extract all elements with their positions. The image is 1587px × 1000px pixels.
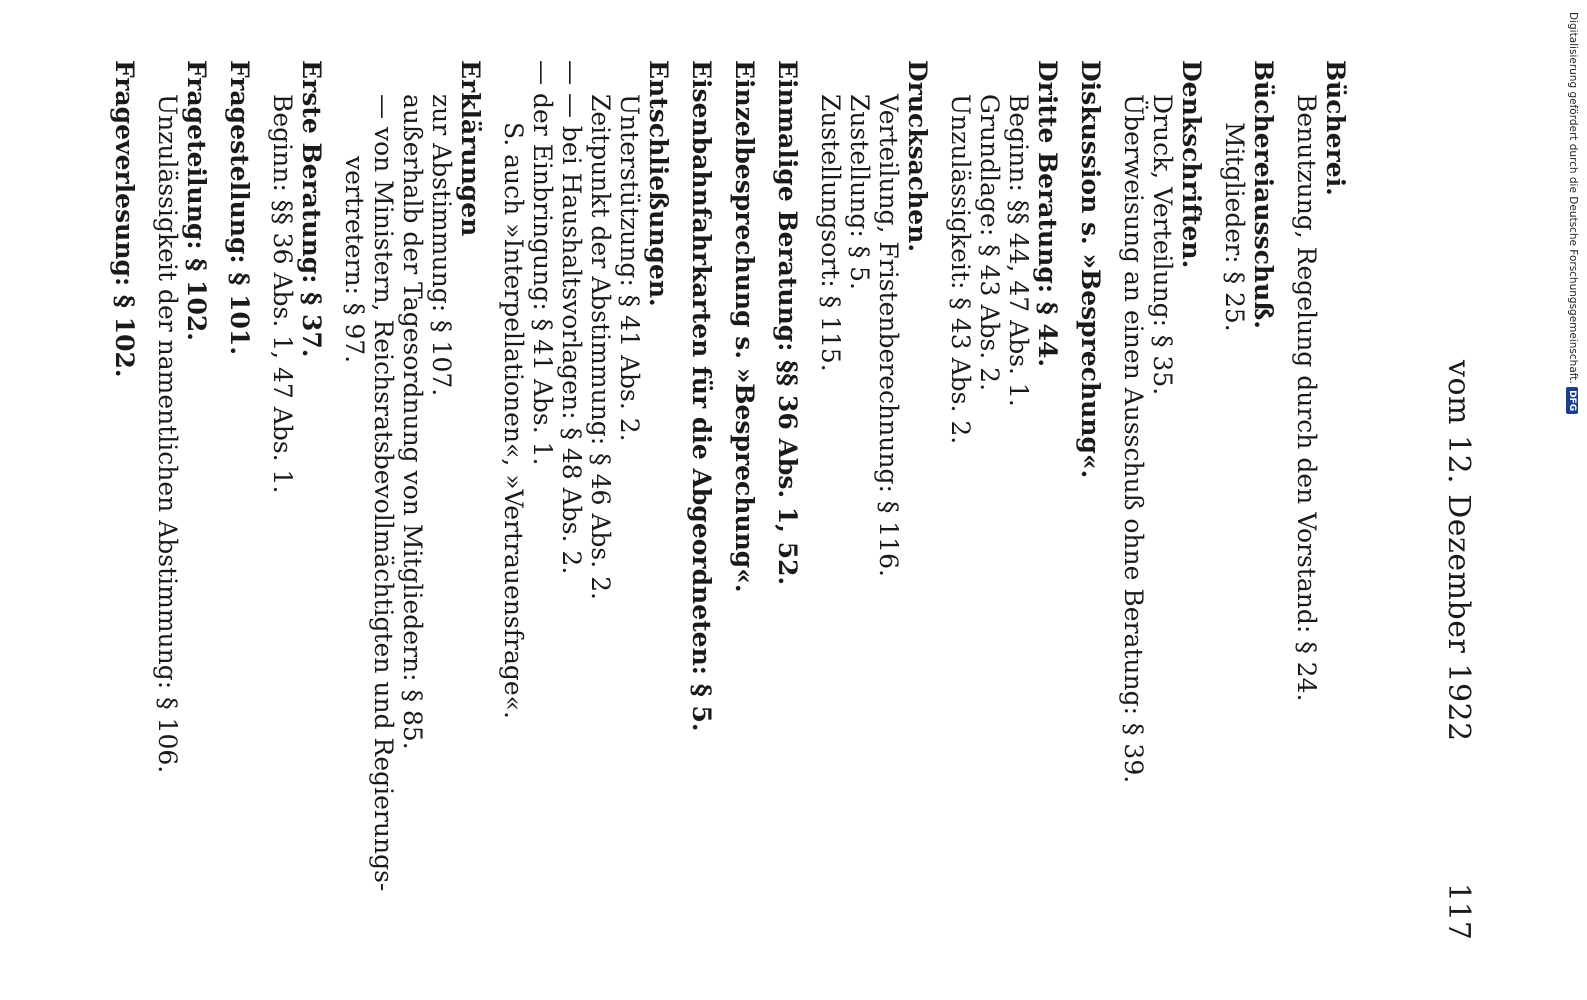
- index-entry: [225, 60, 254, 940]
- index-entry: [816, 60, 932, 940]
- entry-line: Verteilung, Fristenberechnung: § 116.: [874, 94, 903, 577]
- entry-heading: Denkschriften.: [1177, 60, 1206, 269]
- index-entry: [268, 60, 326, 940]
- entry-heading: Frageverlesung: § 102.: [110, 60, 139, 378]
- entry-line: Überweisung an einen Ausschuß ohne Beratung: § 39.: [1119, 94, 1148, 784]
- entry-line: Mitglieder: § 25.: [1220, 122, 1249, 332]
- dfg-logo: DFG: [1566, 387, 1578, 414]
- entry-line: — der Einbringung: § 41 Abs. 1.: [528, 60, 557, 466]
- index-entry: [946, 60, 1062, 940]
- entry-line: Zeitpunkt der Abstimmung: § 46 Abs. 2.: [586, 94, 615, 601]
- digitization-credit: [1549, 0, 1583, 1000]
- entry-heading: Bücherei.: [1321, 60, 1350, 196]
- entry-line: Unzulässigkeit: § 43 Abs. 2.: [946, 94, 975, 445]
- entry-line: Zustellungsort: § 115.: [816, 94, 845, 372]
- entry-line: S. auch »Interpellationen«, »Vertrauensfrage«.: [499, 122, 528, 719]
- entry-heading: Fragestellung: § 101.: [225, 60, 254, 356]
- index-entry: [687, 60, 716, 940]
- entry-heading: Einmalige Beratung: §§ 36 Abs. 1, 52.: [773, 60, 802, 586]
- index-entry: [1220, 60, 1278, 940]
- index-entry: [110, 60, 139, 940]
- entry-line: Zustellung: § 5.: [845, 94, 874, 291]
- index-entry: [340, 60, 485, 940]
- entry-line: vertretern: § 97.: [340, 156, 369, 364]
- entry-line: Druck, Verteilung: § 35.: [1148, 94, 1177, 396]
- entry-line: Unzulässigkeit der namentlichen Abstimmung: § 106.: [153, 94, 182, 774]
- entry-heading: Einzelbesprechung s. »Besprechung«.: [730, 60, 759, 593]
- index-entry: [1076, 60, 1105, 940]
- entry-heading: Dritte Beratung: § 44.: [1033, 60, 1062, 368]
- entry-heading: Frageteilung: § 102.: [182, 60, 211, 341]
- entry-line: Benutzung, Regelung durch den Vorstand: § 24.: [1292, 94, 1321, 702]
- entry-heading: Erklärungen: [456, 60, 485, 237]
- entry-line: zur Abstimmung: § 107.: [427, 94, 456, 397]
- digitization-credit-text: Digitalisierung gefördert durch die Deutsche Forschungsgemeinschaft.: [1567, 12, 1579, 384]
- entry-line: außerhalb der Tagesordnung von Mitgliedern: § 85.: [398, 94, 427, 750]
- entry-heading: Eisenbahnfahrkarten für die Abgeordneten: § 5.: [687, 60, 716, 732]
- index-entry: [153, 60, 211, 940]
- index-entry: [1292, 60, 1350, 940]
- digitization-credit-text-wrap: [1566, 12, 1579, 420]
- entry-line: Unterstützung: § 41 Abs. 2.: [615, 94, 644, 442]
- index-list: [96, 60, 1350, 940]
- entry-line: Beginn: §§ 36 Abs. 1, 47 Abs. 1.: [268, 94, 297, 494]
- entry-heading: Drucksachen.: [903, 60, 932, 253]
- entry-line: — — bei Haushaltsvorlagen: § 48 Abs. 2.: [557, 60, 586, 575]
- entry-line: — von Ministern, Reichsratsbevollmächtigten und Regierungs-: [369, 94, 398, 892]
- index-entry: [1119, 60, 1206, 940]
- entry-heading: Büchereiausschuß.: [1249, 60, 1278, 329]
- running-head: [1420, 60, 1480, 940]
- entry-heading: Erste Beratung: § 37.: [297, 60, 326, 358]
- entry-heading: Diskussion s. »Besprechung«.: [1076, 60, 1105, 479]
- page-number: 117: [1441, 882, 1476, 940]
- entry-line: Beginn: §§ 44, 47 Abs. 1.: [1004, 94, 1033, 407]
- entry-heading: Entschließungen.: [644, 60, 673, 307]
- rotated-page-content: [100, 60, 1480, 940]
- index-entry: [499, 60, 673, 940]
- entry-line: Grundlage: § 43 Abs. 2.: [975, 94, 1004, 392]
- index-entry: [730, 60, 759, 940]
- running-title: vom 12. Dezember 1922: [1441, 360, 1476, 742]
- index-entry: [773, 60, 802, 940]
